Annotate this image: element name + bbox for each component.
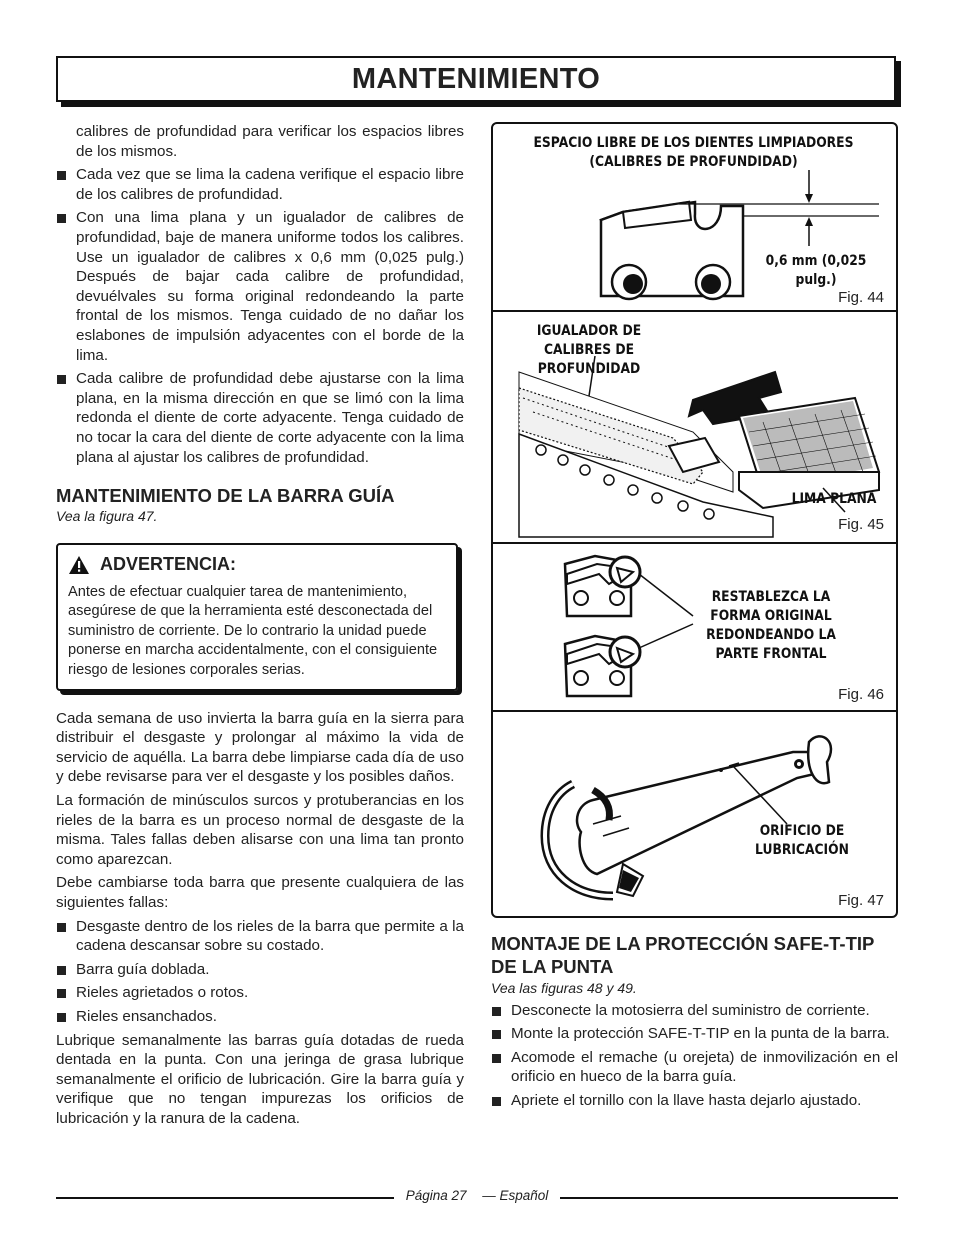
fig47-label: Fig. 47 — [838, 892, 884, 909]
list-item: Acomode el remache (u orejeta) de inmovilización en el orificio en hueco de la barra guía. — [491, 1048, 898, 1087]
page-footer — [56, 1188, 898, 1208]
list-item: Desgaste dentro de los rieles de la barra que permite a la cadena descansar sobre su costado. — [56, 917, 464, 956]
warning-triangle-icon — [68, 555, 90, 575]
figure-reference: Vea las figuras 48 y 49. — [491, 980, 637, 996]
paragraph: La formación de minúsculos surcos y protuberancias en los rieles de la barra es un proceso normal de desgaste de la misma. Tales fallas deben alisarse con una lima tan pronto como aparezcan. — [56, 792, 464, 868]
warning-text: Antes de efectuar cualquier tarea de mantenimiento, asegúrese de que la herramienta esté desconectada del suministro de corriente. De lo contrario la unidad puede ponerse en marcha accidentalmente, con el consiguiente riesgo de lesiones corporales serias. — [68, 583, 438, 679]
fig46-label: Fig. 46 — [838, 686, 884, 703]
footer-text — [56, 1188, 898, 1203]
paragraph: Lubrique semanalmente las barras guía dotadas de rueda dentada en la punta. Con una jeringa de grasa lubrique semanalmente el orificio de lubricación. Gire la barra guía y verifique que no tengan impurezas los orificios de lubricación y la ranura de la cadena. — [56, 1031, 464, 1127]
figure-44 — [493, 124, 896, 310]
fig46-callout: RESTABLEZCA LA FORMA ORIGINAL REDONDEANDO LA PARTE FRONTAL — [706, 589, 836, 662]
figure-reference: Vea la figura 47. — [56, 508, 158, 525]
list-item: Rieles ensanchados. — [56, 1007, 464, 1027]
figure-46 — [493, 542, 896, 710]
list-item: Monte la protección SAFE-T-TIP en la punta de la barra. — [491, 1024, 898, 1044]
section-heading-safe-t-tip: MONTAJE DE LA PROTECCIÓN SAFE-T-TIP DE LA PUNTA — [491, 933, 875, 977]
paragraph: Cada semana de uso invierta la barra guía en la sierra para distribuir el desgaste y prolongar al máximo la vida de servicio de aquélla. La barra debe limpiarse cada día de uso y debe revisarse para ver el desgaste y los posibles daños. — [56, 709, 464, 786]
figures-panel — [491, 122, 898, 918]
list-item: Rieles agrietados o rotos. — [56, 983, 464, 1003]
warning-header — [68, 555, 446, 575]
paragraph: Debe cambiarse toda barra que presente cualquiera de las siguientes fallas: — [56, 874, 464, 911]
page-number: Página 27 — [400, 1188, 473, 1203]
fig45-callout-jointer: IGUALADOR DE CALIBRES DE PROFUNDIDAD — [536, 323, 642, 377]
right-column — [491, 122, 898, 1109]
guide-bar-rotation-illustration — [493, 712, 896, 918]
list-item: Cada calibre de profundidad debe ajustarse con la lima plana, en la misma dirección en que se limó con la lima redonda el diente de corte adyacente. Tenga cuidado de no tocar la cara del diente de corte adyacente con la lima plana al ajustar los calibres de profundidad. — [56, 369, 464, 467]
title-banner — [56, 56, 896, 102]
intro-continuation: calibres de profundidad para verificar los espacios libres de los mismos. — [76, 123, 464, 160]
safe-t-tip-section — [491, 932, 898, 1115]
fig47-callout: ORIFICIO DE LUBRICACIÓN — [755, 823, 849, 858]
list-item: Cada vez que se lima la cadena verifique el espacio libre de los calibres de profundidad. — [56, 165, 464, 204]
figure-47 — [493, 710, 896, 918]
list-item: Barra guía doblada. — [56, 960, 464, 980]
fig45-label: Fig. 45 — [838, 516, 884, 533]
fig45-callout-flat-file: LIMA PLANA — [791, 491, 877, 507]
fig44-caption: ESPACIO LIBRE DE LOS DIENTES LIMPIADORES (CALIBRES DE PROFUNDIDAD) — [533, 135, 854, 170]
list-item: Apriete el tornillo con la llave hasta dejarlo ajustado. — [491, 1091, 898, 1111]
page-title: MANTENIMIENTO — [351, 62, 601, 95]
warning-box — [56, 543, 458, 691]
footer-language: — Español — [476, 1188, 554, 1203]
list-item: Con una lima plana y un igualador de calibres de profundidad, baje de manera uniforme todos los calibres. Use un igualador de calibres x 0,6 mm (0,025 pulg.) Después de bajar cada calibre de profundidad, devuélvales su forma original redondeando la parte frontal de los mismos. Tenga cuidado de no dañar los eslabones de impulsión adyacentes con el borde de la lima. — [56, 208, 464, 365]
fig44-measure: 0,6 mm (0,025 pulg.) — [765, 253, 867, 288]
section-heading-guide-bar: MANTENIMIENTO DE LA BARRA GUÍA — [56, 485, 395, 507]
left-column — [56, 122, 464, 1133]
warning-title: ADVERTENCIA: — [100, 553, 237, 574]
fig44-label: Fig. 44 — [838, 289, 884, 306]
list-item: Desconecte la motosierra del suministro de corriente. — [491, 1001, 898, 1021]
figure-45 — [493, 310, 896, 542]
